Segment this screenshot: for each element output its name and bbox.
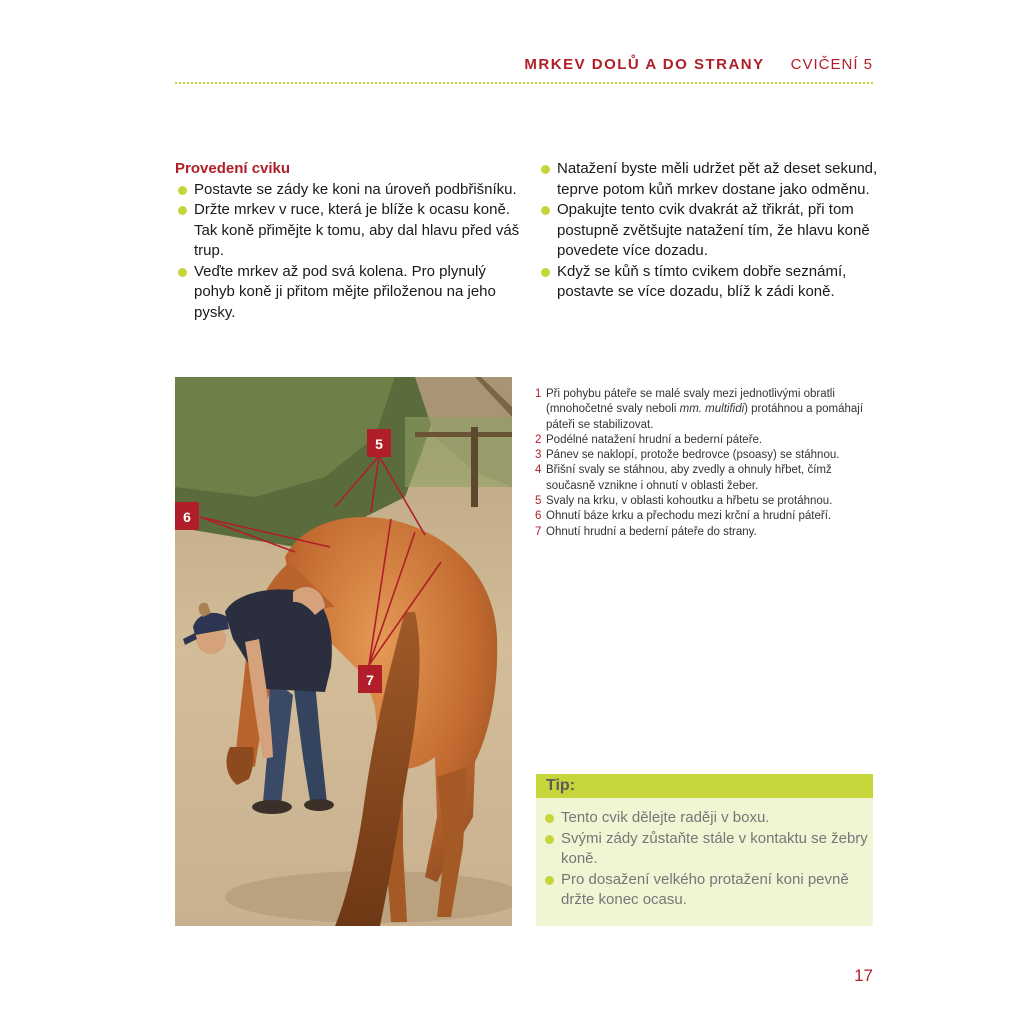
note-number: 1 [535, 388, 542, 400]
list-item: Držte mrkev v ruce, která je blíže k ocasu koně. Tak koně přimějte k tomu, aby dal hlavu před váš trup. [175, 200, 525, 262]
page-header [175, 56, 873, 82]
tip-item: Svými zády zůstaňte stále v kontaktu se žebry koně. [542, 829, 873, 870]
marker-7-label: 7 [366, 672, 374, 688]
list-item: Opakujte tento cvik dvakrát až třikrát, při tom postupně zvětšujte natažení tím, že hlavu koně povedete více dozadu. [538, 200, 883, 262]
note-item: 2 Podélné natažení hrudní a bederní páteře. [535, 433, 880, 448]
note-number: 5 [535, 495, 542, 508]
note-item: 6 Ohnutí báze krku a přechodu mezi krční a hrudní páteří. [535, 509, 880, 524]
list-item: Postavte se zády ke koni na úroveň podbřišníku. [175, 180, 525, 201]
exercise-title: MRKEV DOLŮ A DO STRANY [524, 56, 765, 73]
section-heading: Provedení cviku [175, 160, 291, 177]
note-number: 7 [535, 525, 542, 538]
instructions-left [175, 159, 525, 323]
page-number: 17 [854, 966, 873, 985]
marker-5 [367, 429, 391, 457]
list-item: Natažení byste měli udržet pět až deset sekund, teprve potom kůň mrkev dostane jako odměnu. [538, 159, 883, 200]
marker-7 [358, 665, 382, 693]
tip-title: Tip: [536, 774, 873, 798]
horse-stretch-photo [175, 377, 512, 926]
tip-box [536, 774, 873, 926]
note-number: 3 [535, 449, 542, 462]
tip-item: Tento cvik dělejte raději v boxu. [542, 808, 873, 829]
note-item: 5 Svaly na krku, v oblasti kohoutku a hřbetu se protáhnou. [535, 494, 880, 509]
marker-5-label: 5 [375, 436, 383, 452]
note-item: 3 Pánev se naklopí, protože bedrovce (psoasy) se stáhnou. [535, 448, 880, 463]
marker-6-label: 6 [183, 509, 191, 525]
note-number: 4 [535, 464, 542, 477]
list-item: Veďte mrkev až pod svá kolena. Pro plynulý pohyb koně ji přitom mějte přiloženou na jeho pysky. [175, 262, 525, 324]
note-item: 4 Břišní svaly se stáhnou, aby zvedly a ohnuly hřbet, čímž současně vznikne i ohnutí v oblasti žeber. [535, 463, 880, 494]
note-item: 1 Při pohybu páteře se malé svaly mezi jednotlivými obratli (mnohočetné svaly neboli mm. multifidi) protáhnou a pomáhají páteři se stabilizovat. [535, 387, 880, 433]
instructions-right [538, 159, 883, 303]
note-item: 7 Ohnutí hrudní a bederní páteře do strany. [535, 525, 880, 540]
exercise-number: CVIČENÍ 5 [790, 56, 873, 73]
note-number: 2 [535, 433, 542, 446]
header-divider [175, 82, 873, 84]
tip-item: Pro dosažení velkého protažení koni pevně držte konec ocasu. [542, 870, 873, 911]
marker-6 [175, 502, 199, 530]
note-number: 6 [535, 510, 542, 523]
list-item: Když se kůň s tímto cvikem dobře seznámí, postavte se více dozadu, blíž k zádi koně. [538, 262, 883, 303]
anatomy-notes [535, 387, 880, 540]
